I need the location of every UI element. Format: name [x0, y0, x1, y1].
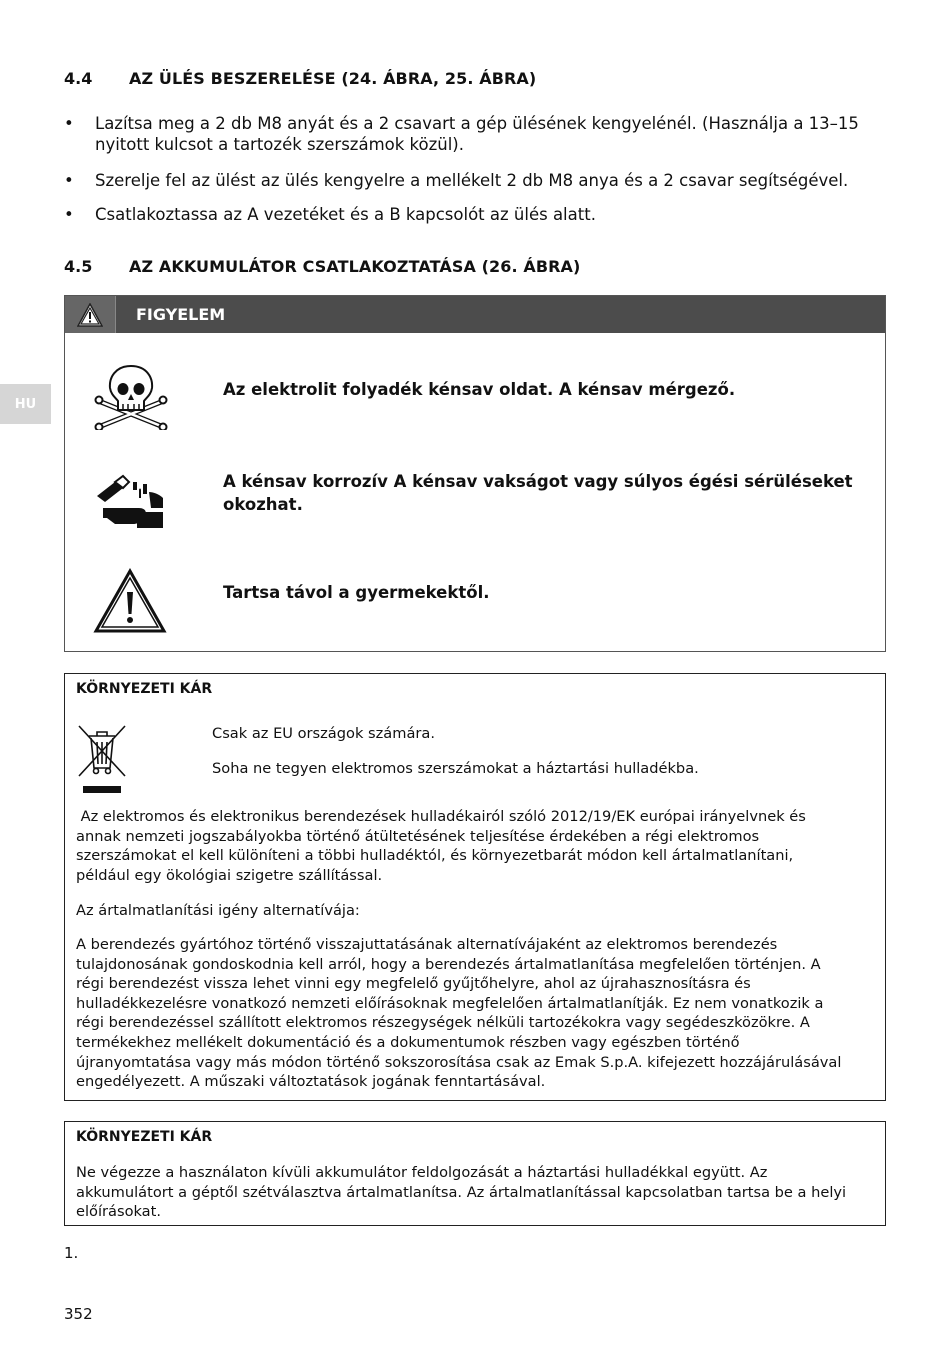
environment-title: KÖRNYEZETI KÁR	[76, 681, 213, 697]
language-tab: HU	[0, 384, 51, 424]
bullet-mark: •	[64, 205, 74, 224]
bullet-mark: •	[64, 114, 74, 133]
paragraph-line: régi berendezést vissza lehet vinni egy megfelelő gyűjtőhelyre, ahol az újrahasznosításra és	[76, 975, 751, 993]
bullet-item	[64, 113, 894, 157]
environment-box	[64, 673, 886, 1101]
bullet-item	[64, 170, 894, 192]
bullet-text: nyitott kulcsot a tartozék szerszámok közül).	[95, 135, 464, 154]
warning-text: Tartsa távol a gyermekektől.	[223, 583, 490, 602]
warning-triangle-icon	[93, 568, 167, 638]
page-number: 352	[64, 1305, 93, 1323]
environment-box	[64, 1121, 886, 1226]
corrosive-hand-icon	[93, 468, 169, 534]
warning-text-line: okozhat.	[223, 495, 303, 514]
warning-title: FIGYELEM	[136, 305, 226, 324]
warning-header-icon	[65, 296, 116, 333]
warning-box	[64, 295, 886, 652]
paragraph-line: például egy ökológiai szigetre szállítással.	[76, 866, 383, 884]
weee-text: Csak az EU országok számára.	[212, 725, 435, 742]
bullet-text: Lazítsa meg a 2 db M8 anyát és a 2 csavart a gép ülésének kengyelénél. (Használja a 13–15	[95, 114, 859, 133]
paragraph-line: termékekhez mellékelt dokumentáció és a dokumentumok részben vagy egészben történő	[76, 1033, 740, 1051]
bullet-item	[64, 204, 894, 226]
footnote: 1.	[64, 1244, 79, 1262]
paragraph-line: előírásokat.	[76, 1203, 161, 1221]
section-title: AZ ÜLÉS BESZERELÉSE (24. ÁBRA, 25. ÁBRA)	[129, 69, 537, 88]
paragraph	[76, 807, 876, 885]
section-number: 4.5	[64, 257, 93, 276]
section-number: 4.4	[64, 69, 93, 88]
weee-text: Soha ne tegyen elektromos szerszámokat a háztartási hulladékba.	[212, 760, 699, 777]
skull-crossbones-icon	[93, 364, 169, 434]
weee-bin-icon	[77, 724, 127, 800]
paragraph-line: hulladékkezelésre vonatkozó nemzeti előírásoknak megfelelően ártalmatlanítják. Ez nem vonatkozik a	[76, 994, 824, 1012]
bullet-text: Szerelje fel az ülést az ülés kengyelre a mellékelt 2 db M8 anya és a 2 csavar segítségével.	[95, 171, 849, 190]
paragraph-line: A berendezés gyártóhoz történő visszajuttatásának alternatívájaként az elektromos berendezés	[76, 936, 778, 953]
paragraph-line: újranyomtatása vagy más módon történő sokszorosítása csak az Emak S.p.A. kifejezett hozzájárulásával	[76, 1053, 842, 1071]
paragraph-line: engedélyezett. A műszaki változtatások jogának fenntartásával.	[76, 1073, 546, 1091]
paragraph-line: tulajdonosának gondoskodnia kell arról, hogy a berendezés ártalmatlanítása megfelelően történjen. A	[76, 955, 821, 973]
warning-header	[65, 296, 885, 333]
paragraph: Az ártalmatlanítási igény alternatívája:	[76, 902, 360, 919]
paragraph-line: szerszámokat el kell különíteni a többi hulladéktól, és környezetbarát módon kell ártalmatlanítani,	[76, 847, 794, 865]
environment-title: KÖRNYEZETI KÁR	[76, 1129, 213, 1145]
bullet-text: Csatlakoztassa az A vezetéket és a B kapcsolót az ülés alatt.	[95, 205, 596, 224]
bullet-mark: •	[64, 171, 74, 190]
warning-text: Az elektrolit folyadék kénsav oldat. A kénsav mérgező.	[223, 380, 736, 399]
paragraph-line: annak nemzeti jogszabályokba történő átültetésének teljesítése érdekében a régi elektromos	[76, 827, 760, 845]
paragraph	[76, 1163, 876, 1222]
section-title: AZ AKKUMULÁTOR CSATLAKOZTATÁSA (26. ÁBRA)	[129, 257, 581, 276]
warning-text-line: A kénsav korrozív A kénsav vakságot vagy súlyos égési sérüléseket	[223, 472, 853, 491]
paragraph-line: Az elektromos és elektronikus berendezések hulladékairól szóló 2012/19/EK európai irányelvnek és	[76, 808, 806, 825]
paragraph	[76, 935, 876, 1092]
paragraph-line: régi berendezéssel szállított elektromos részegységek nélküli tartozékokra vagy segédeszközökre. A	[76, 1014, 810, 1032]
paragraph-line: Ne végezze a használaton kívüli akkumulátor feldolgozását a háztartási hulladékkal együtt. Az	[76, 1164, 768, 1181]
warning-text	[223, 470, 863, 516]
paragraph-line: akkumulátort a géptől szétválasztva ártalmatlanítsa. Az ártalmatlanítással kapcsolatban tartsa be a helyi	[76, 1183, 847, 1201]
